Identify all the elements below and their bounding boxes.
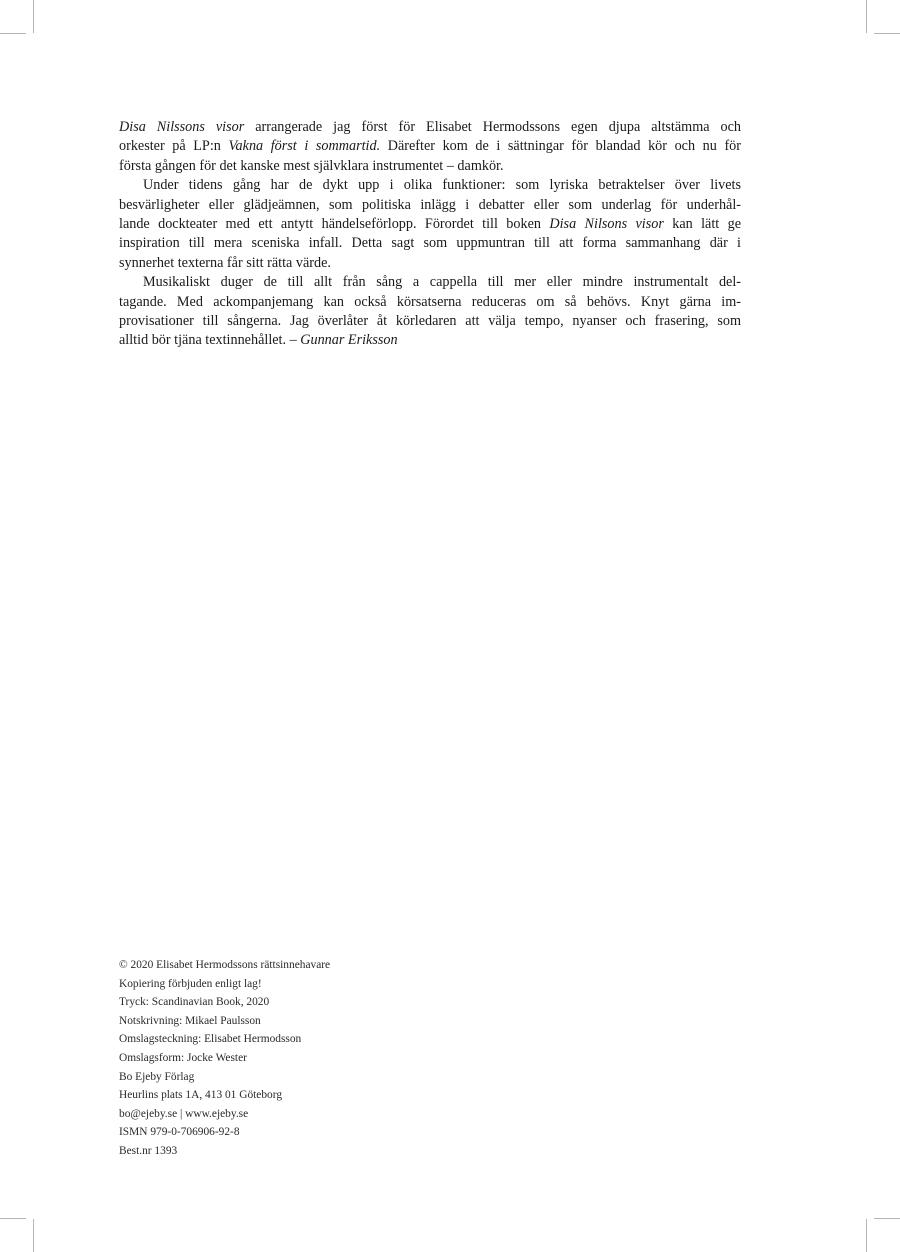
text-run: arrangerade jag först för Elisabet Hermodssons egen djupa altstämma och: [244, 119, 742, 135]
text-line: [119, 157, 741, 176]
preface-text: [119, 118, 741, 351]
crop-mark-top-left-vertical: [33, 0, 34, 33]
crop-mark-top-left-horizontal: [0, 33, 26, 34]
text-run: alltid bör tjäna textinnehållet. –: [119, 332, 301, 349]
paragraph: [119, 176, 741, 273]
colophon-line: Heurlins plats 1A, 413 01 Göteborg: [119, 1089, 283, 1102]
text-run: provisationer till sångerna. Jag överlåter åt körledaren att välja tempo, nyanser och frasering, som: [119, 313, 741, 330]
colophon-line: Bo Ejeby Förlag: [119, 1070, 195, 1083]
text-run: tagande. Med ackompanjemang kan också körsatserna reduceras om så behövs. Knyt gärna im-: [119, 293, 741, 310]
italic-title: Vakna först i sommartid.: [228, 138, 381, 155]
colophon: [119, 956, 330, 1161]
colophon-line: Best.nr 1393: [119, 1144, 178, 1157]
crop-mark-top-right-vertical: [866, 0, 867, 33]
colophon-line: Tryck: Scandinavian Book, 2020: [119, 996, 270, 1009]
colophon-line: Kopiering förbjuden enligt lag!: [119, 977, 262, 990]
text-line: [119, 118, 741, 137]
colophon-line: Notskrivning: Mikael Paulsson: [119, 1014, 261, 1027]
italic-title: Disa Nilsons visor: [549, 216, 664, 233]
paragraph: [119, 118, 741, 176]
text-line: [119, 293, 741, 312]
colophon-line: bo@ejeby.se | www.ejeby.se: [119, 1107, 249, 1120]
text-line: [119, 312, 741, 331]
text-line: [119, 196, 741, 215]
text-line: [119, 215, 741, 234]
text-run: kan lätt ge: [663, 216, 742, 233]
colophon-line: Omslagsform: Jocke Wester: [119, 1051, 247, 1064]
text-run: orkester på LP:n: [119, 138, 229, 155]
colophon-line: Omslagsteckning: Elisabet Hermodsson: [119, 1033, 302, 1046]
text-run: Under tidens gång har de dykt upp i olika funktioner: som lyriska betraktelser över livets: [143, 177, 741, 194]
text-line: [119, 137, 741, 156]
text-run: inspiration till mera sceniska infall. Detta sagt som uppmuntran till att forma sammanhang där i: [119, 235, 741, 252]
crop-mark-bottom-right-vertical: [866, 1219, 867, 1252]
crop-mark-top-right-horizontal: [874, 33, 900, 34]
text-run: lande dockteater med ett antytt händelseförlopp. Förordet till boken: [119, 216, 550, 233]
colophon-line: ISMN 979-0-706906-92-8: [119, 1126, 240, 1139]
crop-mark-bottom-left-vertical: [33, 1219, 34, 1252]
paragraph: [119, 273, 741, 351]
crop-mark-bottom-right-horizontal: [874, 1218, 900, 1219]
text-line: [119, 273, 741, 292]
text-line: [119, 176, 741, 195]
colophon-line: © 2020 Elisabet Hermodssons rättsinnehavare: [119, 959, 331, 971]
text-run: Musikaliskt duger de till allt från sång a cappella till mer eller mindre instrumentalt del-: [143, 274, 741, 291]
text-run: Därefter kom de i sättningar för blandad kör och nu för: [380, 138, 741, 155]
text-line: [119, 234, 741, 253]
text-run: synnerhet texterna får sitt rätta värde.: [119, 254, 331, 271]
italic-title: Disa Nilssons visor: [119, 119, 245, 135]
text-line: [119, 254, 741, 273]
crop-mark-bottom-left-horizontal: [0, 1218, 26, 1219]
italic-title: Gunnar Eriksson: [300, 332, 398, 349]
text-run: första gången för det kanske mest självklara instrumentet – damkör.: [119, 157, 504, 174]
text-run: besvärligheter eller glädjeämnen, som politiska inlägg i debatter eller som underlag för underhål-: [119, 196, 741, 213]
text-line: [119, 331, 741, 350]
